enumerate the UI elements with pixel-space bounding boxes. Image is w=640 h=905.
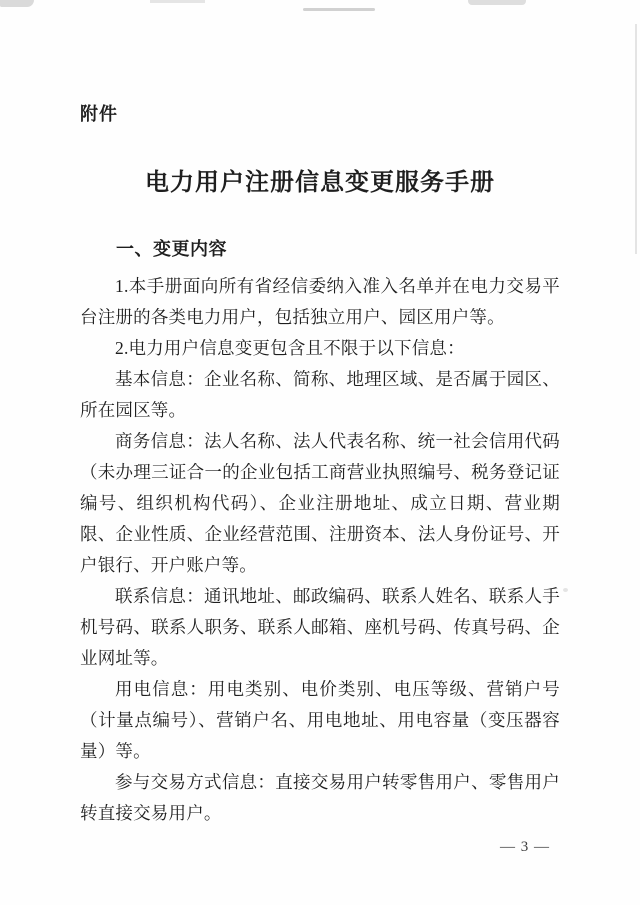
paragraph-scope: 1.本手册面向所有省经信委纳入准入名单并在电力交易平台注册的各类电力用户，包括独立用户、园区用户等。	[80, 276, 560, 327]
paragraph-basic-info: 基本信息：企业名称、简称、地理区域、是否属于园区、所在园区等。	[80, 369, 560, 420]
document-title: 电力用户注册信息变更服务手册	[145, 170, 495, 196]
paragraph-power-info: 用电信息：用电类别、电价类别、电压等级、营销户号（计量点编号）、营销户名、用电地址、用电容量（变压器容量）等。	[80, 679, 560, 761]
attachment-label: 附件	[80, 104, 118, 124]
paragraph-change-list: 2.电力用户信息变更包含且不限于以下信息：	[115, 338, 465, 358]
paragraph-business-info: 商务信息：法人名称、法人代表名称、统一社会信用代码（未办理三证合一的企业包括工商营业执照编号、税务登记证编号、组织机构代码）、企业注册地址、成立日期、营业期限、企业性质、企业经营范围、注册资本、法人身份证号、开户银行、开户账户等。	[80, 431, 560, 575]
page-number: — 3 —	[500, 839, 550, 855]
paragraph-trade-mode-info: 参与交易方式信息：直接交易用户转零售用户、零售用户转直接交易用户。	[80, 772, 560, 823]
paragraph-contact-info: 联系信息：通讯地址、邮政编码、联系人姓名、联系人手机号码、联系人职务、联系人邮箱、座机号码、传真号码、企业网址等。	[80, 586, 560, 668]
section-heading: 一、变更内容	[116, 239, 227, 259]
